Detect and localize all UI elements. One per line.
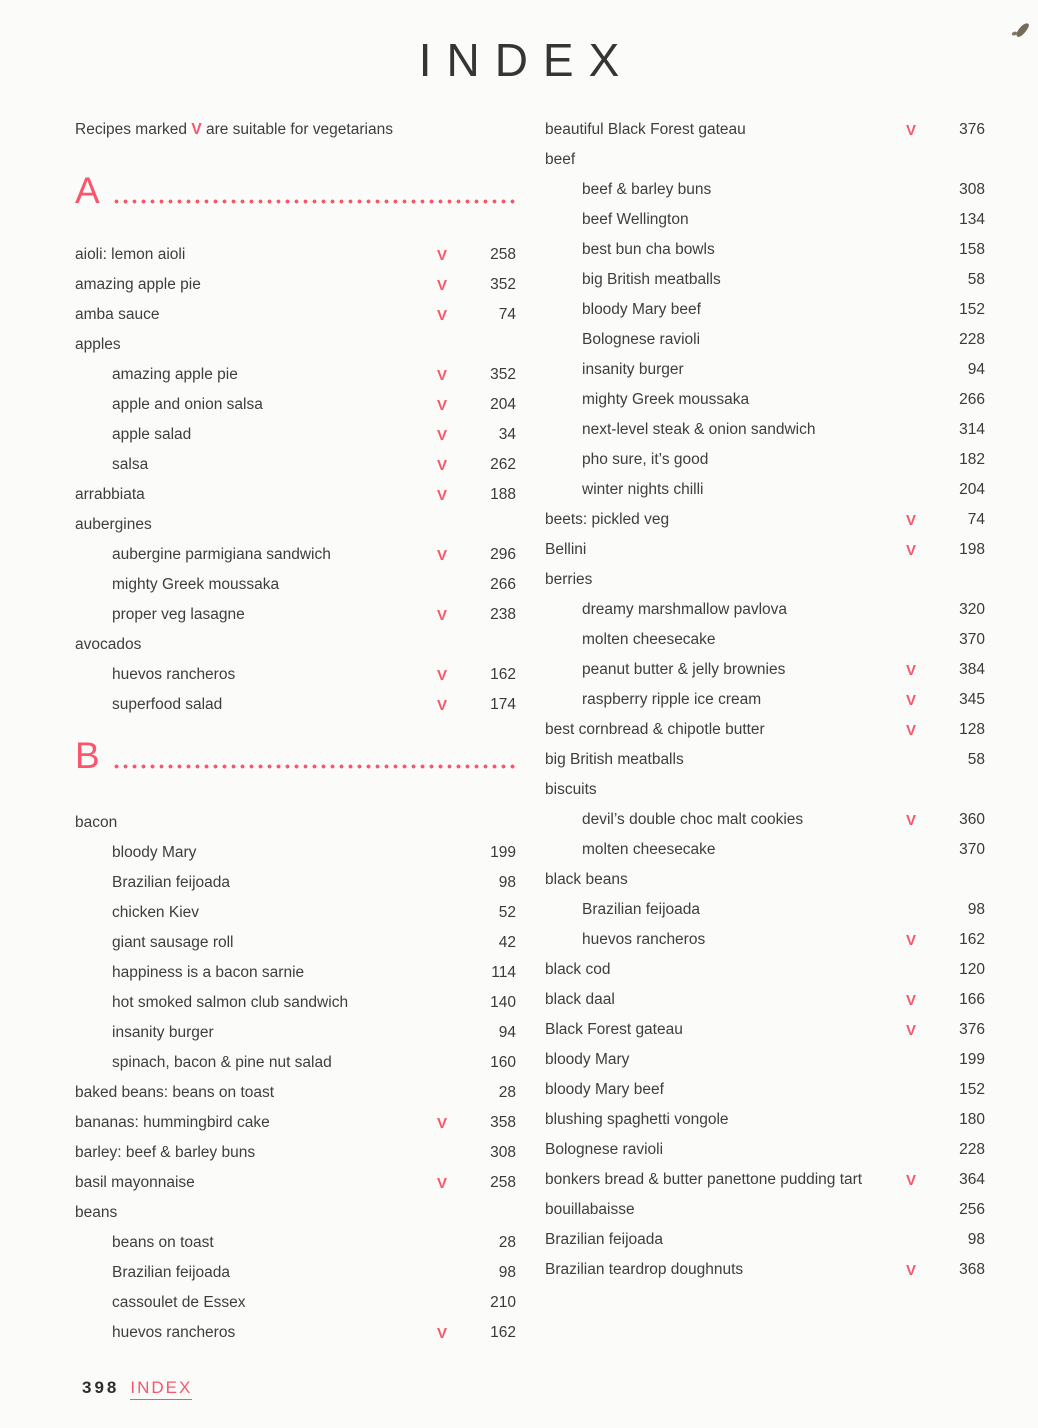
entry-label: mighty Greek moussaka [112,576,280,593]
index-entry-row [545,265,985,295]
vegetarian-marker: V [436,276,447,294]
index-entry-row [545,925,985,955]
index-entry-row [545,565,985,595]
entry-label: arrabbiata [75,486,145,503]
entry-label: bananas: hummingbird cake [75,1114,270,1131]
index-entry-row [75,868,516,898]
index-entry-row [545,1225,985,1255]
index-entry-row [75,958,516,988]
vegetarian-marker: V [436,306,447,324]
index-entry-row [545,685,985,715]
entry-label: happiness is a bacon sarnie [112,964,305,981]
entry-label: berries [545,571,593,588]
entry-label: bloody Mary beef [545,1081,664,1098]
index-entry-row [75,240,516,270]
entry-label: pho sure, it’s good [582,451,709,468]
entry-label: black beans [545,871,628,888]
entry-label: proper veg lasagne [112,606,245,623]
entry-label: beef [545,151,576,168]
dotted-rule [112,764,516,769]
index-entry-row [545,175,985,205]
page-number: 94 [498,1024,516,1041]
page-number: 162 [490,666,516,683]
entry-label: dreamy marshmallow pavlova [582,601,788,618]
index-entry-row [75,510,516,540]
entry-label: mighty Greek moussaka [582,391,750,408]
entry-label: insanity burger [582,361,684,378]
entry-label: beans on toast [112,1234,214,1251]
vegetarian-marker: V [436,456,447,474]
index-entry-row [545,535,985,565]
index-entry-row [75,480,516,510]
index-entry-row [545,325,985,355]
entry-label: beef Wellington [582,211,689,228]
index-entry-row [545,835,985,865]
page-number: 42 [498,934,516,951]
page-number: 182 [959,451,985,468]
page-number: 258 [490,246,516,263]
index-entries-b-continued [545,115,985,1285]
page-number: 58 [967,751,985,768]
index-entries-b [75,808,516,1348]
page-number: 34 [498,426,516,443]
page-number: 160 [490,1054,516,1071]
entry-label: bloody Mary [545,1051,630,1068]
entry-label: molten cheesecake [582,841,716,858]
entry-label: cassoulet de Essex [112,1294,246,1311]
entry-label: aubergine parmigiana sandwich [112,546,331,563]
page-footer [82,1378,192,1400]
index-entry-row [545,385,985,415]
page-number: 134 [959,211,985,228]
entry-label: spinach, bacon & pine nut salad [112,1054,332,1071]
entry-label: insanity burger [112,1024,214,1041]
index-entry-row [75,420,516,450]
legend-prefix: Recipes marked [75,121,187,138]
entry-label: biscuits [545,781,597,798]
entry-label: molten cheesecake [582,631,716,648]
page-number: 174 [490,696,516,713]
index-entry-row [545,1165,985,1195]
vegetarian-marker: V [436,366,447,384]
entry-label: beautiful Black Forest gateau [545,121,746,138]
folio-number: 398 [82,1378,120,1397]
vegetarian-marker: V [436,426,447,444]
page-number: 204 [490,396,516,413]
entry-label: huevos rancheros [582,931,706,948]
entry-label: superfood salad [112,696,223,713]
entry-label: Bolognese ravioli [545,1141,664,1158]
index-entry-row [75,988,516,1018]
entry-label: big British meatballs [545,751,684,768]
legend-suffix: are suitable for vegetarians [205,121,393,138]
vegetarian-marker: V [905,721,916,739]
entry-label: peanut butter & jelly brownies [582,661,786,678]
vegetarian-marker: V [905,661,916,679]
index-entry-row [545,1045,985,1075]
vegetarian-marker: V [436,246,447,264]
index-entry-row [545,655,985,685]
page-number: 140 [490,994,516,1011]
vegetarian-marker: V [905,1171,916,1189]
entry-label: Brazilian teardrop doughnuts [545,1261,744,1278]
page-number: 166 [959,991,985,1008]
page-number: 204 [959,481,985,498]
page-number: 120 [959,961,985,978]
page-number: 74 [498,306,516,323]
footer-index-label: INDEX [130,1378,192,1400]
page-number: 266 [959,391,985,408]
index-entry-row [545,505,985,535]
entry-label: Brazilian feijoada [545,1231,664,1248]
page-number: 114 [491,964,516,981]
page-title: INDEX [418,34,635,86]
index-entry-row [545,295,985,325]
page-number: 308 [959,181,985,198]
entry-label: huevos rancheros [112,1324,236,1341]
index-entry-row [545,145,985,175]
entry-label: bacon [75,814,118,831]
entry-label: bonkers bread & butter panettone pudding tart [545,1171,863,1188]
index-entry-row [75,300,516,330]
index-entry-row [545,625,985,655]
index-entry-row [75,390,516,420]
page-number: 364 [959,1171,985,1188]
index-entries-a [75,240,516,720]
index-entry-row [545,235,985,265]
index-entry-row [545,895,985,925]
index-entry-row [75,838,516,868]
index-entry-row [75,1018,516,1048]
page-number: 352 [490,366,516,383]
index-entry-row [545,805,985,835]
index-entry-row [545,715,985,745]
entry-label: bloody Mary [112,844,197,861]
page-number: 352 [490,276,516,293]
index-entry-row [545,1135,985,1165]
page-number: 238 [490,606,516,623]
index-entry-row [75,660,516,690]
vegetarian-marker: V [436,1324,447,1342]
index-entry-row [75,570,516,600]
vegetarian-marker: V [905,121,916,139]
page-number: 152 [959,301,985,318]
entry-label: Brazilian feijoada [112,1264,231,1281]
entry-label: black cod [545,961,611,978]
index-entry-row [545,415,985,445]
page-number: 199 [490,844,516,861]
page-number: 384 [959,661,985,678]
vegetarian-marker: V [436,546,447,564]
vegetarian-marker: V [905,931,916,949]
page-number: 188 [490,486,516,503]
page-number: 256 [959,1201,985,1218]
index-entry-row [75,600,516,630]
page-number: 266 [490,576,516,593]
index-entry-row [75,808,516,838]
entry-label: apple and onion salsa [112,396,263,413]
page-number: 28 [498,1084,516,1101]
vegetarian-marker: V [191,121,202,138]
page-number: 158 [959,241,985,258]
index-entry-row [545,115,985,145]
index-entry-row [75,1048,516,1078]
page-number: 198 [959,541,985,558]
page-number: 370 [959,841,985,858]
index-entry-row [75,450,516,480]
index-entry-row [75,1258,516,1288]
page-number: 262 [490,456,516,473]
vegetarian-marker: V [905,991,916,1009]
page-number: 376 [959,121,985,138]
page-number: 376 [959,1021,985,1038]
page-number: 98 [498,1264,516,1281]
page-number: 162 [959,931,985,948]
vegetarian-legend [75,121,516,139]
index-entry-row [75,1288,516,1318]
page-number: 370 [959,631,985,648]
entry-label: devil’s double choc malt cookies [582,811,804,828]
page-number: 320 [959,601,985,618]
index-entry-row [75,690,516,720]
section-heading-b [75,737,516,774]
entry-label: Bolognese ravioli [582,331,701,348]
page-number: 210 [490,1294,516,1311]
index-entry-row [545,985,985,1015]
entry-label: beans [75,1204,118,1221]
page-number: 296 [490,546,516,563]
vegetarian-marker: V [436,696,447,714]
page-number: 58 [967,271,985,288]
index-entry-row [75,1198,516,1228]
index-entry-row [545,955,985,985]
entry-label: Brazilian feijoada [112,874,231,891]
index-entry-row [75,1318,516,1348]
page-number: 314 [959,421,985,438]
page-number: 98 [498,874,516,891]
index-entry-row [75,630,516,660]
entry-label: bloody Mary beef [582,301,701,318]
entry-label: beets: pickled veg [545,511,670,528]
vegetarian-marker: V [436,486,447,504]
index-entry-row [545,1015,985,1045]
entry-label: best cornbread & chipotle butter [545,721,765,738]
index-entry-row [75,1228,516,1258]
entry-label: amba sauce [75,306,160,323]
vegetarian-marker: V [436,606,447,624]
entry-label: aubergines [75,516,152,533]
page-number: 74 [967,511,985,528]
entry-label: raspberry ripple ice cream [582,691,762,708]
index-entry-row [75,540,516,570]
page-number: 345 [959,691,985,708]
entry-label: Black Forest gateau [545,1021,683,1038]
index-entry-row [75,1168,516,1198]
entry-label: black daal [545,991,615,1008]
vegetarian-marker: V [905,1021,916,1039]
page-number: 152 [959,1081,985,1098]
page-number: 308 [490,1144,516,1161]
page-number: 52 [498,904,516,921]
entry-label: Bellini [545,541,587,558]
entry-label: aioli: lemon aioli [75,246,186,263]
vegetarian-marker: V [436,1174,447,1192]
entry-label: Brazilian feijoada [582,901,701,918]
vegetarian-marker: V [905,1261,916,1279]
entry-label: basil mayonnaise [75,1174,195,1191]
index-entry-row [545,1195,985,1225]
vegetarian-marker: V [436,1114,447,1132]
entry-label: blushing spaghetti vongole [545,1111,729,1128]
index-entry-row [75,1078,516,1108]
index-entry-row [545,595,985,625]
index-entry-row [545,475,985,505]
entry-label: apples [75,336,121,353]
entry-label: beef & barley buns [582,181,712,198]
page-number: 128 [959,721,985,738]
entry-label: giant sausage roll [112,934,234,951]
page-number: 360 [959,811,985,828]
section-letter: B [75,735,100,776]
page-number: 180 [959,1111,985,1128]
page-number: 358 [490,1114,516,1131]
index-entry-row [545,865,985,895]
entry-label: apple salad [112,426,192,443]
index-entry-row [75,898,516,928]
entry-label: avocados [75,636,142,653]
vegetarian-marker: V [905,811,916,829]
page-number: 228 [959,331,985,348]
section-letter: A [75,170,100,211]
vegetarian-marker: V [905,691,916,709]
index-entry-row [545,205,985,235]
section-heading-a [75,172,516,209]
entry-label: best bun cha bowls [582,241,715,258]
entry-label: barley: beef & barley buns [75,1144,256,1161]
page-number: 368 [959,1261,985,1278]
entry-label: amazing apple pie [112,366,238,383]
page-number: 199 [959,1051,985,1068]
index-entry-row [545,1075,985,1105]
page-number: 228 [959,1141,985,1158]
index-entry-row [545,355,985,385]
entry-label: big British meatballs [582,271,721,288]
entry-label: amazing apple pie [75,276,201,293]
index-entry-row [545,445,985,475]
index-entry-row [75,360,516,390]
vegetarian-marker: V [436,396,447,414]
index-entry-row [75,270,516,300]
page-number: 258 [490,1174,516,1191]
page-number: 162 [490,1324,516,1341]
vegetarian-marker: V [436,666,447,684]
vegetarian-marker: V [905,541,916,559]
index-entry-row [75,1108,516,1138]
index-entry-row [75,1138,516,1168]
entry-label: baked beans: beans on toast [75,1084,275,1101]
entry-label: huevos rancheros [112,666,236,683]
index-entry-row [545,745,985,775]
page-number: 98 [967,901,985,918]
page-number: 98 [967,1231,985,1248]
index-entry-row [75,928,516,958]
entry-label: hot smoked salmon club sandwich [112,994,349,1011]
index-entry-row [545,775,985,805]
entry-label: bouillabaisse [545,1201,635,1218]
entry-label: chicken Kiev [112,904,200,921]
index-entry-row [545,1255,985,1285]
entry-label: next-level steak & onion sandwich [582,421,816,438]
index-entry-row [75,330,516,360]
vegetarian-marker: V [905,511,916,529]
entry-label: salsa [112,456,149,473]
dotted-rule [112,199,516,204]
entry-label: winter nights chilli [582,481,704,498]
index-entry-row [545,1105,985,1135]
page-number: 28 [498,1234,516,1251]
page-number: 94 [967,361,985,378]
